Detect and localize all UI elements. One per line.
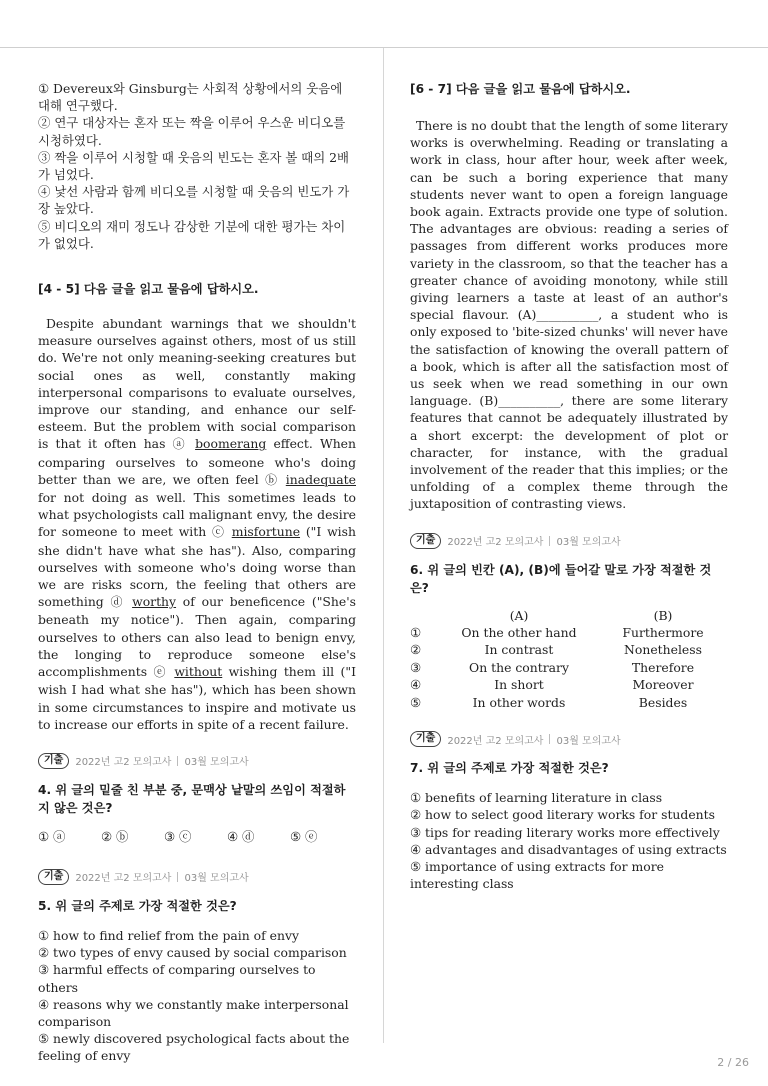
right-column [410,80,728,892]
q6-option-1[interactable] [410,624,728,641]
q4-option-3[interactable]: ③ ⓒ [164,828,192,844]
q4-option-4[interactable]: ④ ⓓ [227,828,255,844]
passage-text: wishing them ill ("I wish I had what she has"), which has been shown in some circumstances to inspire and motivate us to increase our efforts in spite of a recent failure. [38,664,356,732]
gichul-badge: 기출 [38,753,69,769]
prev-option-1[interactable]: ① Devereux와 Ginsburg는 사회적 상황에서의 웃음에 대해 연구했다. [38,81,343,114]
q7-option-1[interactable]: ① benefits of learning literature in class [410,790,663,806]
gichul-badge: 기출 [38,869,69,885]
source-month: 03월 모의고사 [184,757,249,769]
option-b-text: Nonetheless [624,642,702,658]
q7-option-2[interactable]: ② how to select good literary works for students [410,807,715,823]
mark-b: ⓑ [265,472,280,487]
gichul-badge: 기출 [410,533,441,549]
section-heading-4-5: [4 - 5] 다음 글을 읽고 물음에 답하시오. [38,282,259,297]
question-7-options [410,789,728,892]
prev-option-4[interactable]: ④ 낯선 사람과 함께 비디오를 시청할 때 웃음의 빈도가 가장 높았다. [38,184,350,217]
option-b-text: Moreover [632,677,694,693]
passage-4-5 [38,315,356,733]
source-month: 03월 모의고사 [184,873,249,885]
tag-separator [177,756,178,766]
q5-option-3[interactable]: ③ harmful effects of comparing ourselves to others [38,962,316,995]
left-column [38,80,356,1065]
source-year: 2022년 고2 모의고사 [447,735,544,747]
underlined-word-a: boomerang [195,436,267,452]
source-tag-q4 [38,753,356,769]
q4-option-2[interactable]: ② ⓑ [101,828,129,844]
section-heading-6-7: [6 - 7] 다음 글을 읽고 물음에 답하시오. [410,82,631,96]
prev-option-3[interactable]: ③ 짝을 이루어 시청할 때 웃음의 빈도는 혼자 볼 때의 2배가 넘었다. [38,149,350,183]
question-6-choice-table [410,607,728,711]
source-month: 03월 모의고사 [556,537,621,549]
prev-option-5[interactable]: ⑤ 비디오의 재미 정도나 감상한 기분에 대한 평가는 차이가 없었다. [38,218,346,251]
q5-option-2[interactable]: ② two types of envy caused by social comparison [38,945,347,961]
q6-option-3[interactable] [410,659,728,676]
choice-header-row [410,607,728,624]
option-number: ⑤ [410,694,422,710]
source-year: 2022년 고2 모의고사 [447,537,544,549]
source-year: 2022년 고2 모의고사 [75,757,172,769]
option-number: ① [410,625,422,641]
q7-option-4[interactable]: ④ advantages and disadvantages of using extracts [410,841,727,857]
q6-option-4[interactable] [410,676,728,693]
passage-text: effect. When comparing ourselves to someone who's doing better than we are, we often feel [38,436,356,487]
option-b-text: Furthermore [622,625,704,641]
source-tag-q6 [410,533,728,549]
q7-option-3[interactable]: ③ tips for reading literary works more effectively [410,824,720,840]
option-a-text: In other words [472,694,566,710]
header-rule [0,47,768,48]
option-number: ③ [410,659,422,675]
passage-text: of our beneficence ("She's beneath my notice"). Then again, comparing ourselves to others can also lead to benign envy, the longing to reproduce someone else's accomplishments [38,594,356,680]
passage-text: for not doing as well. This sometimes leads to what psychologists call malignant envy, the desire for someone to meet with [38,490,356,540]
q4-option-1[interactable]: ① ⓐ [38,828,66,844]
source-tag-q5 [38,869,356,885]
source-year: 2022년 고2 모의고사 [75,873,172,885]
column-a-header: (A) [509,607,529,623]
tag-separator [177,872,178,882]
passage-6-7: There is no doubt that the length of some literary works is overwhelming. Reading or translating a work in class, hour after hour, week after week, can be such a boring experience that many students never want to open a foreign language book again. Extracts provide one type of solution. The advantages are obvious: reading a series of passages from different works produces more variety in the classroom, so that the teacher has a greater chance of avoiding monotony, while still giving learners a taste at least of an author's special flavour. (A)__________, a student who is only exposed to 'bite-sized chunks' will never have the satisfaction of knowing the overall pattern of a book, which is after all the satisfaction most of us seek when we read something in our own language. (B)__________, there are some literary features that cannot be adequately illustrated by a short excerpt: the development of plot or character, for instance, with the gradual involvement of the reader that this implies; or the unfolding of a complex theme through the juxtaposition of contrasting views. [410,118,728,512]
underlined-word-c: misfortune [231,524,301,540]
q5-option-5[interactable]: ⑤ newly discovered psychological facts about the feeling of envy [38,1031,350,1064]
prev-option-2[interactable]: ② 연구 대상자는 혼자 또는 짝을 이루어 우스운 비디오를 시청하였다. [38,115,346,148]
q4-option-5[interactable]: ⑤ ⓔ [290,828,318,844]
option-b-text: Therefore [631,659,695,675]
source-month: 03월 모의고사 [556,735,621,747]
tag-separator [549,734,550,744]
mark-e: ⓔ [153,665,168,680]
choice-header-num [410,607,436,624]
q5-option-4[interactable]: ④ reasons why we constantly make interpersonal comparison [38,996,349,1029]
question-5-title: 5. 위 글의 주제로 가장 적절한 것은? [38,898,237,913]
gichul-badge: 기출 [410,731,441,747]
source-tag-q7 [410,731,728,747]
option-a-text: In short [494,677,544,693]
q7-option-5[interactable]: ⑤ importance of using extracts for more interesting class [410,858,664,892]
question-6-title: 6. 위 글의 빈칸 (A), (B)에 들어갈 말로 가장 적절한 것은? [410,562,712,595]
option-b-text: Besides [638,694,688,710]
column-b-header: (B) [653,607,673,623]
question-5-options [38,927,356,1065]
column-divider [383,48,384,1043]
question-4-options [38,827,356,845]
question-4-title: 4. 위 글의 밑줄 친 부분 중, 문맥상 낱말의 쓰임이 적절하지 않은 것은? [38,782,346,815]
previous-question-options [38,80,356,252]
mark-c: ⓒ [212,525,226,540]
underlined-word-b: inadequate [285,471,356,487]
question-7-title: 7. 위 글의 주제로 가장 적절한 것은? [410,761,609,776]
q6-option-2[interactable] [410,641,728,658]
option-a-text: In contrast [484,642,554,658]
passage-text: Despite abundant warnings that we shouldn't measure ourselves against others, most of us still do. We're not only meaning-seeking creatures but social ones as well, constantly making interpersonal comparisons to evaluate ourselves, improve our standing, and enhance our self-esteem. But the problem with social comparison is that it often has [38,316,356,452]
underlined-word-e: without [174,664,223,680]
q6-option-5[interactable] [410,694,728,711]
option-a-text: On the other hand [461,625,577,641]
mark-d: ⓓ [110,595,126,610]
underlined-word-d: worthy [132,594,177,610]
option-number: ② [410,642,422,658]
option-number: ④ [410,677,422,693]
passage-text: ("I wish she didn't have what she has"). Also, comparing ourselves with someone who's doing worse than we are risks scorn, the feeling that others are something [38,524,356,610]
mark-a: ⓐ [172,437,188,452]
page-number: 2 / 26 [717,1056,749,1069]
tag-separator [549,536,550,546]
q5-option-1[interactable]: ① how to find relief from the pain of envy [38,927,299,943]
option-a-text: On the contrary [469,659,569,675]
